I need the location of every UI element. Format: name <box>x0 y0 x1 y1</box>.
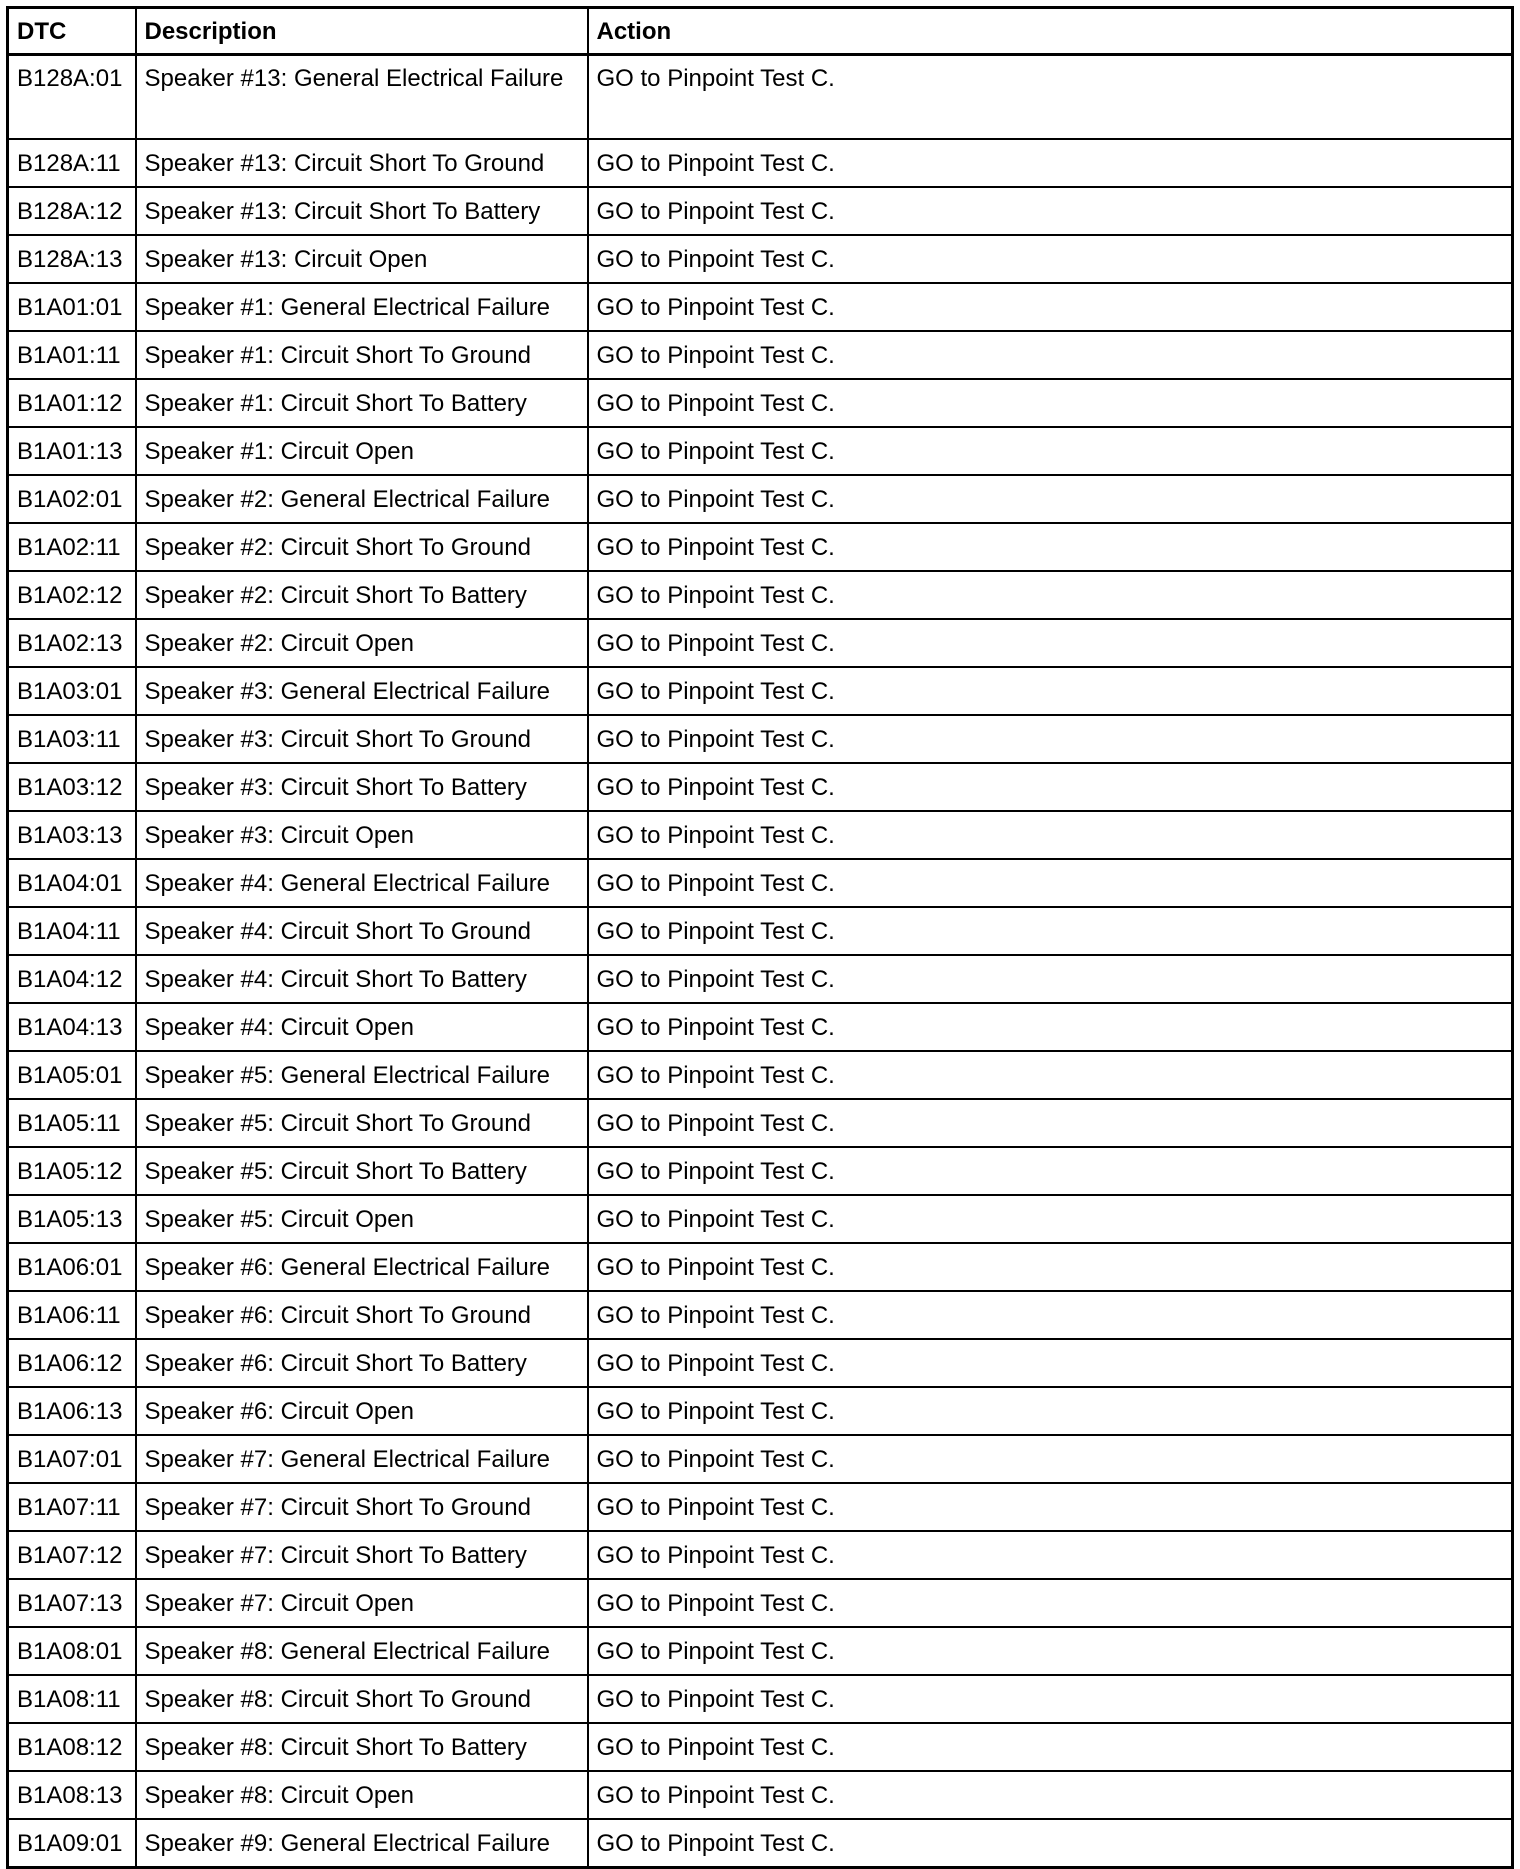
table-row <box>8 55 1513 140</box>
description-cell: Speaker #3: Circuit Short To Battery <box>136 763 588 811</box>
dtc-cell: B1A02:11 <box>8 523 136 571</box>
action-cell: GO to Pinpoint Test C. <box>588 1147 1513 1195</box>
action-cell: GO to Pinpoint Test C. <box>588 955 1513 1003</box>
dtc-cell: B1A07:13 <box>8 1579 136 1627</box>
description-cell: Speaker #4: Circuit Open <box>136 1003 588 1051</box>
description-cell: Speaker #9: General Electrical Failure <box>136 1819 588 1868</box>
description-cell: Speaker #1: Circuit Short To Battery <box>136 379 588 427</box>
table-body <box>8 55 1513 1868</box>
description-cell: Speaker #5: Circuit Open <box>136 1195 588 1243</box>
dtc-cell: B1A06:12 <box>8 1339 136 1387</box>
description-cell: Speaker #3: Circuit Short To Ground <box>136 715 588 763</box>
table-row <box>8 667 1513 715</box>
action-cell: GO to Pinpoint Test C. <box>588 1387 1513 1435</box>
action-cell: GO to Pinpoint Test C. <box>588 1771 1513 1819</box>
description-cell: Speaker #2: Circuit Open <box>136 619 588 667</box>
description-cell: Speaker #7: Circuit Short To Battery <box>136 1531 588 1579</box>
action-cell: GO to Pinpoint Test C. <box>588 763 1513 811</box>
column-header-dtc: DTC <box>8 8 136 55</box>
action-cell: GO to Pinpoint Test C. <box>588 55 1513 140</box>
table-row <box>8 859 1513 907</box>
description-cell: Speaker #3: Circuit Open <box>136 811 588 859</box>
action-cell: GO to Pinpoint Test C. <box>588 1339 1513 1387</box>
description-cell: Speaker #8: Circuit Open <box>136 1771 588 1819</box>
table-row <box>8 955 1513 1003</box>
table-row <box>8 1003 1513 1051</box>
dtc-cell: B1A06:11 <box>8 1291 136 1339</box>
description-cell: Speaker #5: Circuit Short To Ground <box>136 1099 588 1147</box>
dtc-cell: B1A05:01 <box>8 1051 136 1099</box>
description-cell: Speaker #13: Circuit Short To Battery <box>136 187 588 235</box>
dtc-cell: B1A08:13 <box>8 1771 136 1819</box>
table-row <box>8 475 1513 523</box>
table-row <box>8 1339 1513 1387</box>
description-cell: Speaker #8: Circuit Short To Battery <box>136 1723 588 1771</box>
table-row <box>8 1147 1513 1195</box>
dtc-cell: B1A08:01 <box>8 1627 136 1675</box>
dtc-cell: B1A03:11 <box>8 715 136 763</box>
table-row <box>8 1531 1513 1579</box>
dtc-cell: B1A04:01 <box>8 859 136 907</box>
description-cell: Speaker #3: General Electrical Failure <box>136 667 588 715</box>
dtc-cell: B1A08:12 <box>8 1723 136 1771</box>
description-cell: Speaker #13: Circuit Open <box>136 235 588 283</box>
action-cell: GO to Pinpoint Test C. <box>588 1435 1513 1483</box>
table-row <box>8 1627 1513 1675</box>
column-header-action: Action <box>588 8 1513 55</box>
action-cell: GO to Pinpoint Test C. <box>588 1819 1513 1868</box>
action-cell: GO to Pinpoint Test C. <box>588 187 1513 235</box>
action-cell: GO to Pinpoint Test C. <box>588 907 1513 955</box>
table-row <box>8 1723 1513 1771</box>
dtc-cell: B1A07:01 <box>8 1435 136 1483</box>
description-cell: Speaker #5: General Electrical Failure <box>136 1051 588 1099</box>
description-cell: Speaker #2: General Electrical Failure <box>136 475 588 523</box>
table-row <box>8 763 1513 811</box>
action-cell: GO to Pinpoint Test C. <box>588 619 1513 667</box>
table-row <box>8 907 1513 955</box>
dtc-cell: B1A06:13 <box>8 1387 136 1435</box>
action-cell: GO to Pinpoint Test C. <box>588 571 1513 619</box>
action-cell: GO to Pinpoint Test C. <box>588 427 1513 475</box>
dtc-cell: B1A02:13 <box>8 619 136 667</box>
action-cell: GO to Pinpoint Test C. <box>588 859 1513 907</box>
table-row <box>8 619 1513 667</box>
action-cell: GO to Pinpoint Test C. <box>588 811 1513 859</box>
action-cell: GO to Pinpoint Test C. <box>588 1723 1513 1771</box>
dtc-cell: B1A07:11 <box>8 1483 136 1531</box>
action-cell: GO to Pinpoint Test C. <box>588 1051 1513 1099</box>
dtc-cell: B1A01:01 <box>8 283 136 331</box>
action-cell: GO to Pinpoint Test C. <box>588 235 1513 283</box>
description-cell: Speaker #8: Circuit Short To Ground <box>136 1675 588 1723</box>
table-row <box>8 1291 1513 1339</box>
table-row <box>8 523 1513 571</box>
description-cell: Speaker #1: General Electrical Failure <box>136 283 588 331</box>
description-cell: Speaker #4: Circuit Short To Battery <box>136 955 588 1003</box>
action-cell: GO to Pinpoint Test C. <box>588 283 1513 331</box>
description-cell: Speaker #1: Circuit Short To Ground <box>136 331 588 379</box>
action-cell: GO to Pinpoint Test C. <box>588 1195 1513 1243</box>
table-row <box>8 811 1513 859</box>
dtc-cell: B1A03:01 <box>8 667 136 715</box>
table-row <box>8 379 1513 427</box>
column-header-description: Description <box>136 8 588 55</box>
action-cell: GO to Pinpoint Test C. <box>588 1483 1513 1531</box>
description-cell: Speaker #6: Circuit Open <box>136 1387 588 1435</box>
description-cell: Speaker #8: General Electrical Failure <box>136 1627 588 1675</box>
table-header <box>8 8 1513 55</box>
description-cell: Speaker #6: Circuit Short To Ground <box>136 1291 588 1339</box>
description-cell: Speaker #2: Circuit Short To Ground <box>136 523 588 571</box>
table-row <box>8 571 1513 619</box>
action-cell: GO to Pinpoint Test C. <box>588 1579 1513 1627</box>
dtc-cell: B1A05:12 <box>8 1147 136 1195</box>
table-row <box>8 1675 1513 1723</box>
description-cell: Speaker #2: Circuit Short To Battery <box>136 571 588 619</box>
action-cell: GO to Pinpoint Test C. <box>588 331 1513 379</box>
action-cell: GO to Pinpoint Test C. <box>588 475 1513 523</box>
action-cell: GO to Pinpoint Test C. <box>588 715 1513 763</box>
dtc-cell: B1A02:01 <box>8 475 136 523</box>
dtc-cell: B1A04:13 <box>8 1003 136 1051</box>
description-cell: Speaker #6: General Electrical Failure <box>136 1243 588 1291</box>
table-row <box>8 283 1513 331</box>
table-row <box>8 1435 1513 1483</box>
table-row <box>8 1099 1513 1147</box>
table-row <box>8 139 1513 187</box>
description-cell: Speaker #4: Circuit Short To Ground <box>136 907 588 955</box>
action-cell: GO to Pinpoint Test C. <box>588 139 1513 187</box>
table-row <box>8 1051 1513 1099</box>
dtc-cell: B1A08:11 <box>8 1675 136 1723</box>
action-cell: GO to Pinpoint Test C. <box>588 1003 1513 1051</box>
dtc-cell: B1A04:11 <box>8 907 136 955</box>
dtc-cell: B128A:01 <box>8 55 136 140</box>
dtc-cell: B1A03:12 <box>8 763 136 811</box>
table-row <box>8 235 1513 283</box>
header-row <box>8 8 1513 55</box>
dtc-cell: B1A03:13 <box>8 811 136 859</box>
dtc-cell: B1A01:12 <box>8 379 136 427</box>
description-cell: Speaker #7: Circuit Short To Ground <box>136 1483 588 1531</box>
table-row <box>8 187 1513 235</box>
action-cell: GO to Pinpoint Test C. <box>588 379 1513 427</box>
dtc-cell: B1A05:11 <box>8 1099 136 1147</box>
dtc-cell: B1A01:13 <box>8 427 136 475</box>
dtc-cell: B1A09:01 <box>8 1819 136 1868</box>
description-cell: Speaker #13: General Electrical Failure <box>136 55 588 140</box>
dtc-cell: B128A:11 <box>8 139 136 187</box>
table-row <box>8 715 1513 763</box>
dtc-cell: B128A:13 <box>8 235 136 283</box>
dtc-cell: B1A04:12 <box>8 955 136 1003</box>
dtc-table <box>6 6 1514 1869</box>
table-row <box>8 1483 1513 1531</box>
description-cell: Speaker #5: Circuit Short To Battery <box>136 1147 588 1195</box>
description-cell: Speaker #4: General Electrical Failure <box>136 859 588 907</box>
dtc-cell: B1A05:13 <box>8 1195 136 1243</box>
dtc-cell: B1A07:12 <box>8 1531 136 1579</box>
action-cell: GO to Pinpoint Test C. <box>588 1531 1513 1579</box>
table-row <box>8 1243 1513 1291</box>
table-row <box>8 1579 1513 1627</box>
action-cell: GO to Pinpoint Test C. <box>588 1243 1513 1291</box>
table-row <box>8 427 1513 475</box>
table-row <box>8 331 1513 379</box>
description-cell: Speaker #7: Circuit Open <box>136 1579 588 1627</box>
dtc-cell: B1A01:11 <box>8 331 136 379</box>
table-row <box>8 1195 1513 1243</box>
description-cell: Speaker #1: Circuit Open <box>136 427 588 475</box>
action-cell: GO to Pinpoint Test C. <box>588 1675 1513 1723</box>
dtc-cell: B1A06:01 <box>8 1243 136 1291</box>
description-cell: Speaker #6: Circuit Short To Battery <box>136 1339 588 1387</box>
table-row <box>8 1387 1513 1435</box>
action-cell: GO to Pinpoint Test C. <box>588 667 1513 715</box>
description-cell: Speaker #7: General Electrical Failure <box>136 1435 588 1483</box>
table-row <box>8 1771 1513 1819</box>
action-cell: GO to Pinpoint Test C. <box>588 1099 1513 1147</box>
action-cell: GO to Pinpoint Test C. <box>588 1627 1513 1675</box>
dtc-cell: B1A02:12 <box>8 571 136 619</box>
description-cell: Speaker #13: Circuit Short To Ground <box>136 139 588 187</box>
action-cell: GO to Pinpoint Test C. <box>588 1291 1513 1339</box>
table-row <box>8 1819 1513 1868</box>
dtc-cell: B128A:12 <box>8 187 136 235</box>
action-cell: GO to Pinpoint Test C. <box>588 523 1513 571</box>
